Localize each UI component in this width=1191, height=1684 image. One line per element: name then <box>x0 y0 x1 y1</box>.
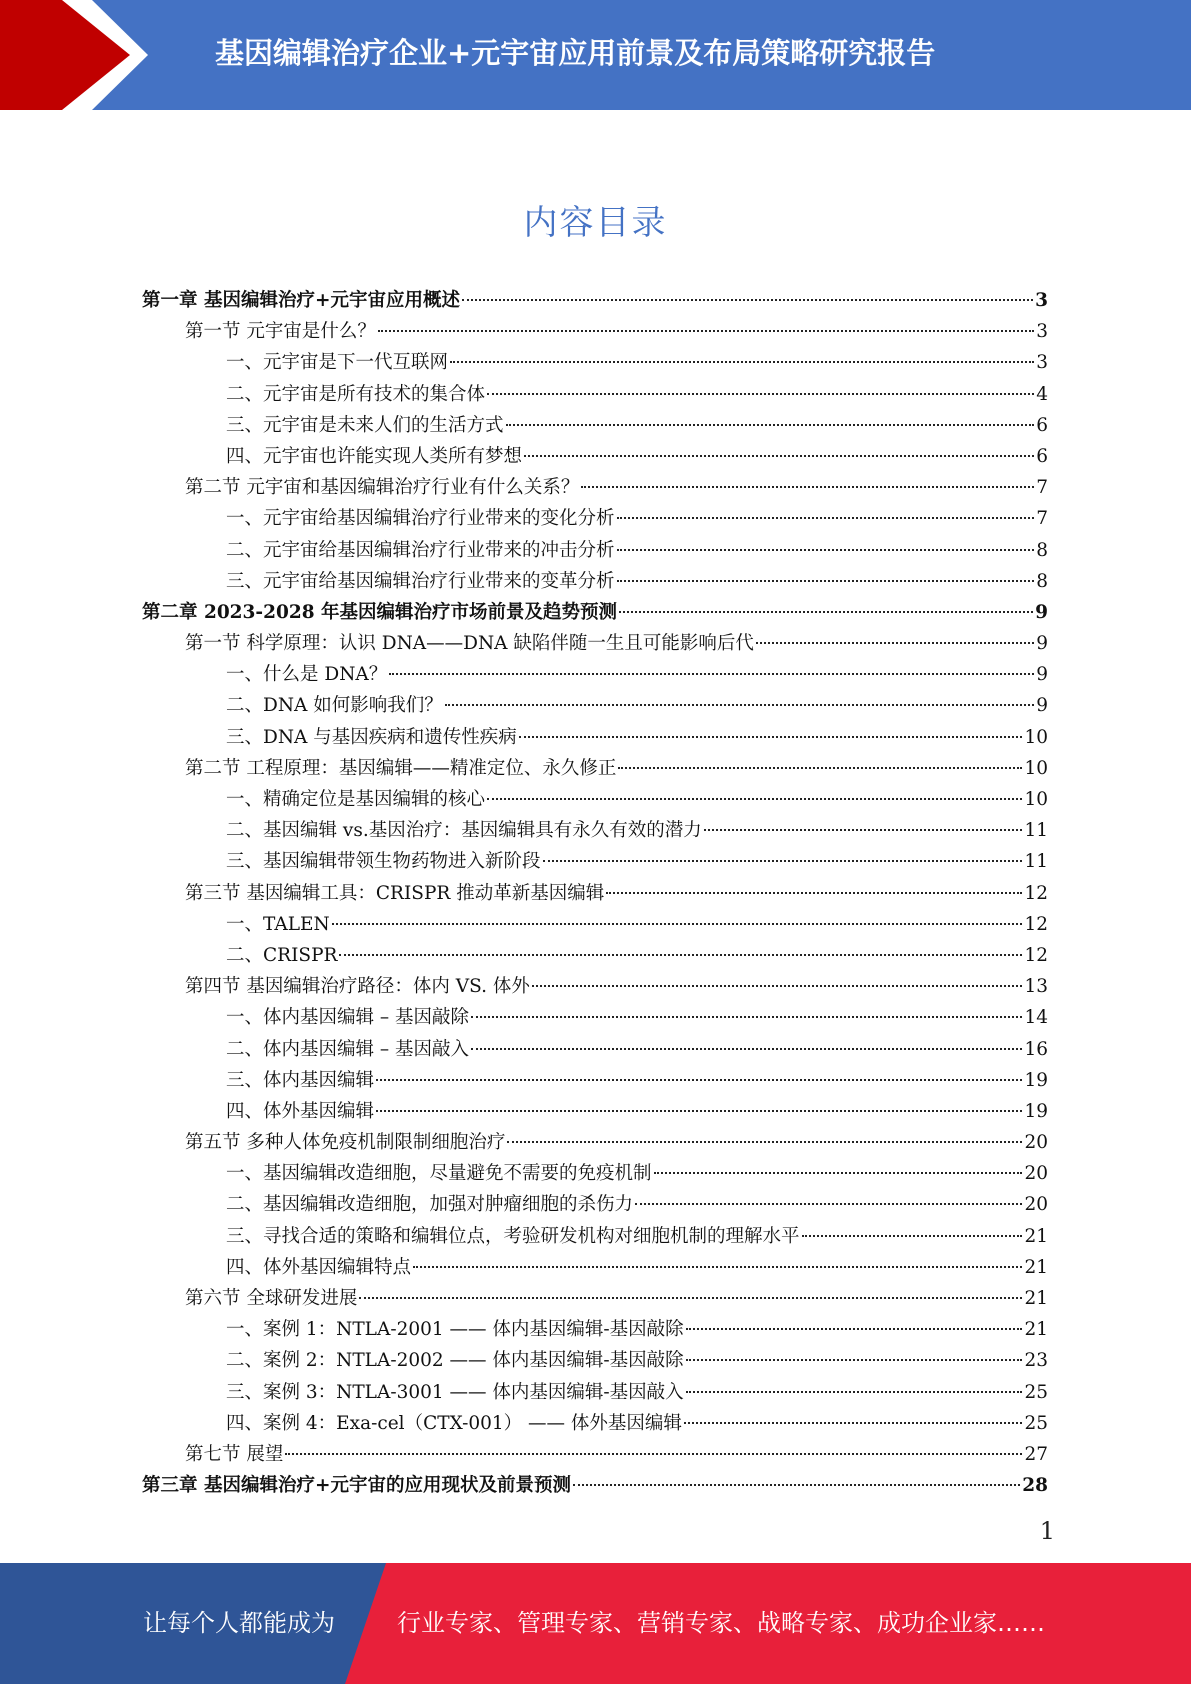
toc-dot-leader <box>617 548 1034 551</box>
toc-entry-page: 23 <box>1024 1350 1048 1372</box>
toc-subsection-entry[interactable] <box>142 410 1048 441</box>
toc-entry-title: 一、精确定位是基因编辑的核心 <box>226 789 486 810</box>
toc-entry-page: 25 <box>1024 1381 1048 1403</box>
toc-subsection-entry[interactable] <box>142 379 1048 410</box>
toc-entry-title: 四、元宇宙也许能实现人类所有梦想 <box>226 445 523 467</box>
toc-entry-page: 6 <box>1036 445 1048 467</box>
toc-entry-title: 第六节 全球研发进展 <box>185 1288 358 1309</box>
toc-dot-leader <box>573 1483 1020 1486</box>
toc-entry-page: 10 <box>1024 726 1048 748</box>
toc-dot-leader <box>487 797 1022 800</box>
toc-subsection-entry[interactable] <box>142 347 1048 378</box>
toc-dot-leader <box>756 641 1034 644</box>
toc-entry-title: 二、CRISPR <box>226 944 338 966</box>
toc-dot-leader <box>487 392 1034 395</box>
toc-subsection-entry[interactable] <box>142 1345 1048 1376</box>
toc-subsection-entry[interactable] <box>142 1252 1048 1283</box>
toc-entry-title: 第七节 展望 <box>185 1443 284 1465</box>
toc-subsection-entry[interactable] <box>142 1377 1048 1408</box>
table-of-contents <box>142 285 1048 1501</box>
toc-entry-title: 二、元宇宙给基因编辑治疗行业带来的冲击分析 <box>226 539 615 561</box>
toc-entry-title: 三、案例 3：NTLA-3001 —— 体内基因编辑-基因敲入 <box>226 1381 684 1403</box>
toc-entry-title: 四、案例 4：Exa-cel（CTX-001） —— 体外基因编辑 <box>226 1412 682 1434</box>
toc-entry-title: 四、体外基因编辑 <box>226 1100 375 1122</box>
toc-dot-leader <box>471 1015 1022 1018</box>
toc-entry-page: 21 <box>1024 1225 1048 1247</box>
toc-section-entry[interactable] <box>142 753 1048 784</box>
toc-entry-page: 3 <box>1035 290 1048 311</box>
toc-entry-title: 第四节 基因编辑治疗路径：体内 VS. 体外 <box>185 976 530 998</box>
toc-entry-page: 9 <box>1035 601 1048 623</box>
footer-slogan-left: 让每个人都能成为 <box>143 1609 335 1637</box>
toc-entry-page: 20 <box>1024 1163 1048 1185</box>
toc-chapter-entry[interactable] <box>142 597 1048 628</box>
toc-entry-title: 第一节 科学原理：认识 DNA——DNA 缺陷伴随一生且可能影响后代 <box>185 633 754 655</box>
toc-dot-leader <box>378 329 1034 332</box>
toc-dot-leader <box>532 984 1023 987</box>
toc-entry-title: 三、基因编辑带领生物药物进入新阶段 <box>226 851 541 873</box>
toc-entry-page: 9 <box>1036 695 1048 717</box>
toc-entry-title: 三、元宇宙是未来人们的生活方式 <box>226 414 504 436</box>
toc-entry-title: 二、元宇宙是所有技术的集合体 <box>226 383 486 405</box>
toc-entry-page: 12 <box>1024 913 1048 935</box>
toc-dot-leader <box>339 953 1022 956</box>
toc-entry-page: 11 <box>1024 820 1048 842</box>
toc-section-entry[interactable] <box>142 878 1048 909</box>
toc-dot-leader <box>618 766 1022 769</box>
toc-entry-page: 19 <box>1024 1100 1048 1122</box>
toc-entry-title: 二、基因编辑改造细胞，加强对肿瘤细胞的杀伤力 <box>226 1194 634 1216</box>
toc-entry-page: 7 <box>1036 508 1048 530</box>
toc-dot-leader <box>471 1047 1022 1050</box>
toc-subsection-entry[interactable] <box>142 815 1048 846</box>
toc-dot-leader <box>581 485 1034 488</box>
toc-dot-leader <box>802 1234 1023 1237</box>
toc-entry-title: 一、基因编辑改造细胞，尽量避免不需要的免疫机制 <box>226 1163 652 1185</box>
toc-entry-page: 13 <box>1024 976 1048 998</box>
toc-entry-page: 19 <box>1024 1069 1048 1091</box>
toc-dot-leader <box>654 1171 1023 1174</box>
toc-entry-page: 12 <box>1024 882 1048 904</box>
toc-dot-leader <box>686 1327 1023 1330</box>
toc-entry-title: 第三章 基因编辑治疗+元宇宙的应用现状及前景预测 <box>142 1475 571 1497</box>
toc-subsection-entry[interactable] <box>142 566 1048 597</box>
toc-entry-title: 二、基因编辑 vs.基因治疗：基因编辑具有永久有效的潜力 <box>226 820 702 842</box>
toc-entry-page: 12 <box>1024 944 1048 966</box>
toc-subsection-entry[interactable] <box>142 1002 1048 1033</box>
toc-entry-page: 16 <box>1024 1038 1048 1060</box>
toc-dot-leader <box>445 703 1034 706</box>
toc-dot-leader <box>606 891 1022 894</box>
toc-dot-leader <box>413 1265 1022 1268</box>
toc-dot-leader <box>684 1421 1023 1424</box>
toc-dot-leader <box>507 1140 1022 1143</box>
toc-dot-leader <box>450 360 1034 363</box>
page-number: 1 <box>1039 1517 1055 1545</box>
toc-entry-page: 20 <box>1024 1132 1048 1154</box>
toc-entry-page: 10 <box>1024 757 1048 779</box>
toc-entry-page: 9 <box>1036 664 1048 686</box>
toc-entry-title: 二、案例 2：NTLA-2002 —— 体内基因编辑-基因敲除 <box>226 1350 684 1372</box>
toc-subsection-entry[interactable] <box>142 909 1048 940</box>
toc-entry-page: 6 <box>1036 414 1048 436</box>
toc-entry-title: 三、体内基因编辑 <box>226 1069 375 1091</box>
toc-subsection-entry[interactable] <box>142 535 1048 566</box>
toc-section-entry[interactable] <box>142 316 1048 347</box>
toc-entry-page: 21 <box>1024 1288 1048 1309</box>
toc-section-entry[interactable] <box>142 472 1048 503</box>
toc-dot-leader <box>519 735 1023 738</box>
toc-dot-leader <box>376 1109 1022 1112</box>
toc-subsection-entry[interactable] <box>142 690 1048 721</box>
toc-dot-leader <box>619 610 1033 613</box>
toc-section-entry[interactable] <box>142 628 1048 659</box>
toc-entry-page: 9 <box>1036 633 1048 655</box>
toc-entry-title: 一、元宇宙是下一代互联网 <box>226 352 449 374</box>
toc-subsection-entry[interactable] <box>142 1096 1048 1127</box>
toc-entry-page: 20 <box>1024 1194 1048 1216</box>
toc-entry-page: 14 <box>1024 1007 1048 1029</box>
toc-entry-page: 8 <box>1036 570 1048 592</box>
header-band <box>0 0 1191 110</box>
toc-subsection-entry[interactable] <box>142 1065 1048 1096</box>
toc-subsection-entry[interactable] <box>142 1189 1048 1220</box>
toc-entry-title: 第二节 工程原理：基因编辑——精准定位、永久修正 <box>185 757 617 779</box>
toc-entry-title: 三、元宇宙给基因编辑治疗行业带来的变革分析 <box>226 570 615 592</box>
toc-entry-page: 4 <box>1036 383 1048 405</box>
toc-entry-title: 三、DNA 与基因疾病和遗传性疾病 <box>226 726 517 748</box>
toc-dot-leader <box>635 1202 1022 1205</box>
toc-dot-leader <box>686 1390 1023 1393</box>
toc-entry-title: 二、体内基因编辑 – 基因敲入 <box>226 1038 470 1060</box>
toc-subsection-entry[interactable] <box>142 1314 1048 1345</box>
toc-subsection-entry[interactable] <box>142 846 1048 877</box>
toc-dot-leader <box>359 1296 1022 1299</box>
toc-dot-leader <box>462 298 1033 301</box>
toc-dot-leader <box>332 922 1023 925</box>
toc-dot-leader <box>686 1358 1023 1361</box>
toc-section-entry[interactable] <box>142 1127 1048 1158</box>
toc-subsection-entry[interactable] <box>142 659 1048 690</box>
toc-chapter-entry[interactable] <box>142 285 1048 316</box>
toc-entry-page: 3 <box>1036 321 1048 343</box>
toc-subsection-entry[interactable] <box>142 1221 1048 1252</box>
toc-entry-page: 21 <box>1024 1256 1048 1278</box>
toc-chapter-entry[interactable] <box>142 1470 1048 1501</box>
toc-entry-page: 11 <box>1024 851 1048 873</box>
toc-entry-page: 25 <box>1024 1412 1048 1434</box>
report-title: 基因编辑治疗企业+元宇宙应用前景及布局策略研究报告 <box>215 36 936 70</box>
toc-subsection-entry[interactable] <box>142 1034 1048 1065</box>
toc-subsection-entry[interactable] <box>142 1158 1048 1189</box>
toc-entry-page: 28 <box>1022 1475 1048 1497</box>
toc-heading: 内容目录 <box>523 203 668 243</box>
toc-entry-page: 10 <box>1024 789 1048 810</box>
toc-dot-leader <box>543 859 1023 862</box>
toc-entry-title: 第一章 基因编辑治疗+元宇宙应用概述 <box>142 290 460 311</box>
toc-dot-leader <box>524 454 1034 457</box>
toc-subsection-entry[interactable] <box>142 784 1048 815</box>
toc-entry-title: 三、寻找合适的策略和编辑位点，考验研发机构对细胞机制的理解水平 <box>226 1225 800 1247</box>
toc-dot-leader <box>376 1078 1022 1081</box>
toc-section-entry[interactable] <box>142 1283 1048 1314</box>
toc-dot-leader <box>285 1452 1022 1455</box>
toc-entry-page: 21 <box>1024 1319 1048 1341</box>
toc-entry-title: 一、案例 1：NTLA-2001 —— 体内基因编辑-基因敲除 <box>226 1319 684 1341</box>
toc-dot-leader <box>389 672 1034 675</box>
toc-subsection-entry[interactable] <box>142 503 1048 534</box>
toc-entry-title: 第一节 元宇宙是什么？ <box>185 321 376 343</box>
toc-subsection-entry[interactable] <box>142 441 1048 472</box>
footer-band <box>0 1563 1191 1684</box>
footer-slogan-right: 行业专家、管理专家、营销专家、战略专家、成功企业家…… <box>397 1609 1045 1637</box>
toc-subsection-entry[interactable] <box>142 1408 1048 1439</box>
toc-entry-page: 8 <box>1036 539 1048 561</box>
toc-dot-leader <box>617 516 1034 519</box>
toc-entry-page: 27 <box>1024 1443 1048 1465</box>
toc-entry-page: 3 <box>1036 352 1048 374</box>
toc-dot-leader <box>506 423 1034 426</box>
toc-dot-leader <box>617 579 1034 582</box>
toc-entry-title: 一、什么是 DNA？ <box>226 664 388 686</box>
toc-section-entry[interactable] <box>142 971 1048 1002</box>
toc-entry-title: 二、DNA 如何影响我们？ <box>226 695 443 717</box>
toc-entry-title: 一、体内基因编辑 – 基因敲除 <box>226 1007 470 1029</box>
toc-entry-title: 四、体外基因编辑特点 <box>226 1256 412 1278</box>
toc-subsection-entry[interactable] <box>142 940 1048 971</box>
toc-entry-title: 第二节 元宇宙和基因编辑治疗行业有什么关系？ <box>185 477 580 499</box>
toc-entry-title: 第三节 基因编辑工具：CRISPR 推动革新基因编辑 <box>185 882 605 904</box>
toc-dot-leader <box>704 828 1023 831</box>
toc-entry-title: 一、TALEN <box>226 913 330 935</box>
toc-entry-title: 一、元宇宙给基因编辑治疗行业带来的变化分析 <box>226 508 615 530</box>
toc-entry-title: 第五节 多种人体免疫机制限制细胞治疗 <box>185 1132 506 1154</box>
toc-entry-page: 7 <box>1036 477 1048 499</box>
toc-section-entry[interactable] <box>142 1439 1048 1470</box>
toc-subsection-entry[interactable] <box>142 722 1048 753</box>
toc-entry-title: 第二章 2023-2028 年基因编辑治疗市场前景及趋势预测 <box>142 601 618 623</box>
